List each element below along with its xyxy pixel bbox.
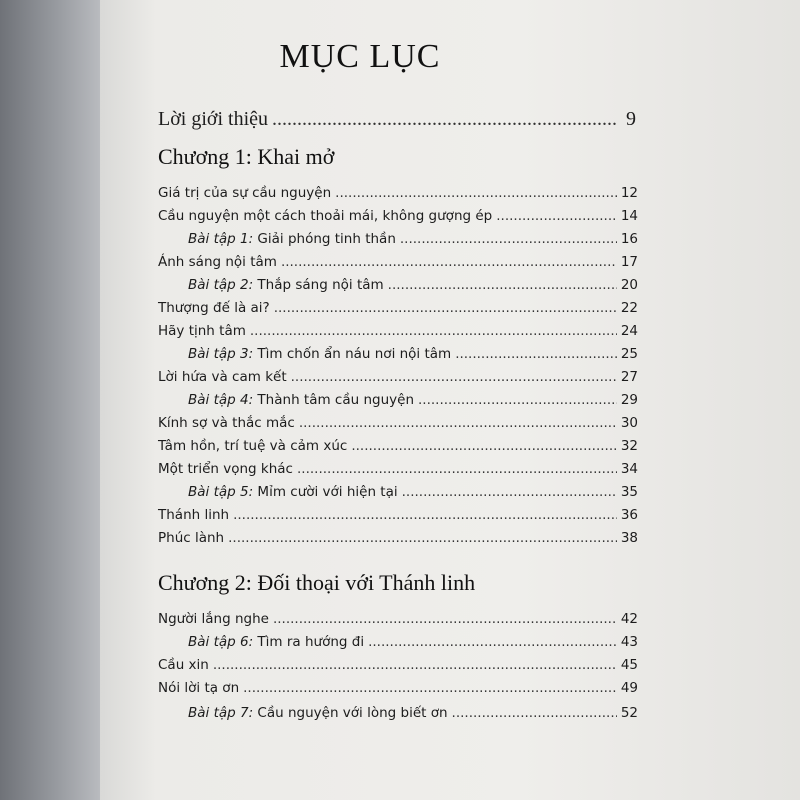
toc-exercise-entry xyxy=(188,231,638,247)
toc-entry xyxy=(158,185,638,201)
exercise-number: Bài tập 2: xyxy=(188,277,254,293)
toc-entry-page: 16 xyxy=(620,231,638,247)
toc-entry-page: 22 xyxy=(620,300,638,316)
toc-entry-label: Tìm chốn ẩn náu nơi nội tâm xyxy=(253,346,452,362)
toc-entry-page: 14 xyxy=(620,208,638,224)
toc-entry-label: Tâm hồn, trí tuệ và cảm xúc xyxy=(158,438,348,454)
toc-entry-label: Lời hứa và cam kết xyxy=(158,369,287,385)
toc-exercise-entry xyxy=(188,277,638,293)
toc-entry-page: 12 xyxy=(620,185,638,201)
chapter-2-heading: Chương 2: Đối thoại với Thánh linh xyxy=(158,570,476,595)
leader-dots xyxy=(281,254,617,270)
leader-dots xyxy=(418,392,617,408)
toc-entry-page: 27 xyxy=(620,369,638,385)
leader-dots xyxy=(455,346,617,362)
leader-dots xyxy=(228,530,617,546)
toc-entry-label: Thành tâm cầu nguyện xyxy=(253,392,414,408)
leader-dots xyxy=(250,323,617,339)
leader-dots xyxy=(233,507,617,523)
toc-entry-page: 25 xyxy=(620,346,638,362)
toc-entry-label: Thượng đế là ai? xyxy=(158,300,270,316)
leader-dots xyxy=(274,300,617,316)
leader-dots xyxy=(297,461,617,477)
toc-entry-page: 42 xyxy=(620,611,638,627)
leader-dots xyxy=(273,611,617,627)
exercise-number: Bài tập 4: xyxy=(188,392,254,408)
leader-dots xyxy=(452,705,617,721)
toc-entry-label: Tìm ra hướng đi xyxy=(253,634,365,650)
toc-entry-label: Mỉm cười với hiện tại xyxy=(253,484,398,500)
toc-entry-page: 30 xyxy=(620,415,638,431)
toc-entry-label: Người lắng nghe xyxy=(158,611,269,627)
leader-dots xyxy=(335,185,617,201)
toc-entry-label: Lời giới thiệu xyxy=(158,108,269,130)
toc-entry-page: 17 xyxy=(620,254,638,270)
toc-entry-label: Một triển vọng khác xyxy=(158,461,293,477)
toc-entry-label: Hãy tịnh tâm xyxy=(158,323,246,339)
toc-entry-label: Ánh sáng nội tâm xyxy=(158,254,277,270)
leader-dots xyxy=(213,657,617,673)
toc-entry-page: 43 xyxy=(620,634,638,650)
toc-entry-page: 9 xyxy=(626,108,636,130)
toc-entry-label: Phúc lành xyxy=(158,530,225,546)
toc-entry xyxy=(158,507,638,523)
toc-entry xyxy=(158,208,638,224)
exercise-number: Bài tập 7: xyxy=(188,705,254,721)
leader-dots xyxy=(243,680,617,696)
exercise-number: Bài tập 6: xyxy=(188,634,254,650)
toc-entry-page: 20 xyxy=(620,277,638,293)
toc-exercise-entry xyxy=(188,392,638,408)
toc-entry-label: Thắp sáng nội tâm xyxy=(253,277,384,293)
leader-dots xyxy=(351,438,616,454)
toc-entry-page: 38 xyxy=(620,530,638,546)
leader-dots xyxy=(388,277,617,293)
toc-entry xyxy=(158,323,638,339)
chapter-1-heading: Chương 1: Khai mở xyxy=(158,144,335,169)
toc-entry-label: Cầu nguyện một cách thoải mái, không gượng ép xyxy=(158,208,493,224)
exercise-number: Bài tập 5: xyxy=(188,484,254,500)
toc-entry-page: 34 xyxy=(620,461,638,477)
toc-entry-page: 52 xyxy=(620,705,638,721)
toc-entry xyxy=(158,369,638,385)
leader-dots xyxy=(291,369,617,385)
toc-exercise-entry xyxy=(188,484,638,500)
toc-exercise-entry xyxy=(188,705,638,721)
toc-entry-label: Cầu xin xyxy=(158,657,209,673)
exercise-number: Bài tập 1: xyxy=(188,231,254,247)
toc-entry-label: Cầu nguyện với lòng biết ơn xyxy=(253,705,448,721)
leader-dots xyxy=(299,415,617,431)
book-page xyxy=(100,0,800,800)
toc-entry-page: 45 xyxy=(620,657,638,673)
toc-entry-page: 32 xyxy=(620,438,638,454)
toc-entry-label: Giải phóng tinh thần xyxy=(253,231,396,247)
toc-entry-intro xyxy=(158,108,636,131)
leader-dots xyxy=(400,231,617,247)
toc-entry-page: 49 xyxy=(620,680,638,696)
toc-entry xyxy=(158,657,638,673)
toc-entry xyxy=(158,438,638,454)
exercise-number: Bài tập 3: xyxy=(188,346,254,362)
toc-entry-page: 29 xyxy=(620,392,638,408)
toc-entry-page: 35 xyxy=(620,484,638,500)
toc-entry-label: Nói lời tạ ơn xyxy=(158,680,240,696)
toc-entry xyxy=(158,254,638,270)
leader-dots xyxy=(496,208,617,224)
toc-entry-label: Thánh linh xyxy=(158,507,230,523)
toc-entry xyxy=(158,300,638,316)
toc-entry xyxy=(158,415,638,431)
toc-entry-label: Giá trị của sự cầu nguyện xyxy=(158,185,332,201)
book-spine-shadow xyxy=(0,0,100,800)
toc-exercise-entry xyxy=(188,634,638,650)
toc-entry-label: Kính sợ và thắc mắc xyxy=(158,415,295,431)
leader-dots xyxy=(368,634,617,650)
leader-dots xyxy=(272,108,616,131)
toc-entry xyxy=(158,611,638,627)
toc-entry xyxy=(158,680,638,696)
toc-entry-page: 24 xyxy=(620,323,638,339)
toc-entry xyxy=(158,461,638,477)
toc-exercise-entry xyxy=(188,346,638,362)
toc-entry xyxy=(158,530,638,546)
toc-entry-page: 36 xyxy=(620,507,638,523)
leader-dots xyxy=(402,484,617,500)
page-title: MỤC LỤC xyxy=(279,38,441,75)
